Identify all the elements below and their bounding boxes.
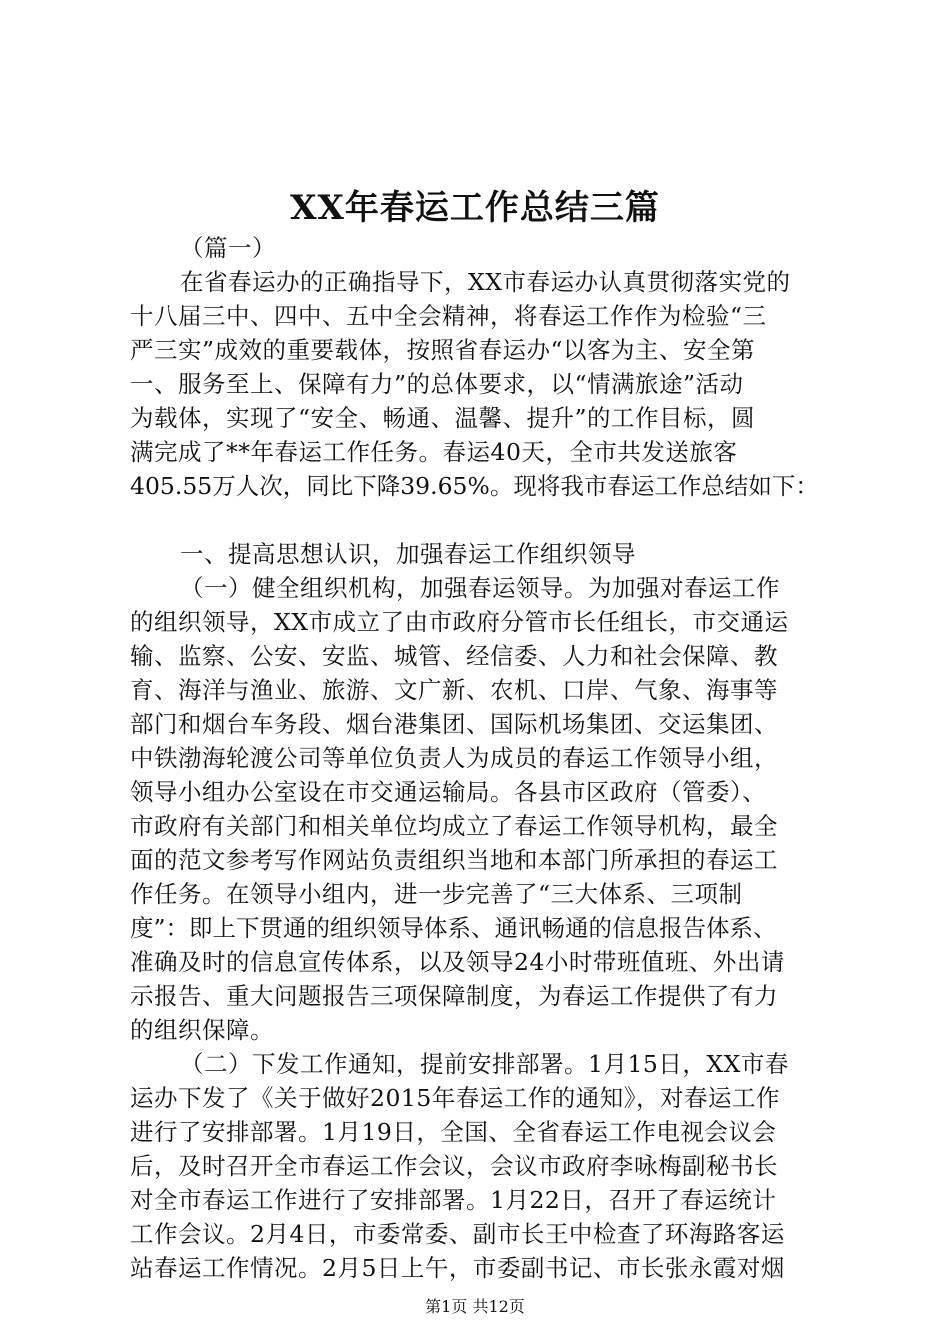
paragraph-line: 育、海洋与渔业、旅游、文广新、农机、口岸、气象、海事等: [130, 676, 778, 704]
paragraph-line: 领导小组办公室设在市交通运输局。各县市区政府（管委）、: [130, 778, 767, 806]
paragraph-line: （二）下发工作通知，提前安排部署。1月15日，XX市春: [180, 1050, 789, 1078]
paragraph-line: 十八届三中、四中、五中全会精神，将春运工作作为检验“三: [130, 302, 767, 330]
paragraph-line: 后，及时召开全市春运工作会议，会议市政府李咏梅副秘书长: [130, 1152, 778, 1180]
page-footer: 第1页 共12页: [425, 1297, 525, 1316]
paragraph-line: 为载体，实现了“安全、畅通、温馨、提升”的工作目标，圆: [130, 404, 756, 432]
paragraph-line: 市政府有关部门和相关单位均成立了春运工作领导机构，最全: [130, 812, 778, 840]
paragraph-line: 进行了安排部署。1月19日，全国、全省春运工作电视会议会: [130, 1118, 777, 1146]
paragraph-line: 中铁渤海轮渡公司等单位负责人为成员的春运工作领导小组，: [130, 744, 778, 772]
paragraph-line: 准确及时的信息宣传体系，以及领导24小时带班值班、外出请: [130, 948, 785, 976]
paragraph-line: 站春运工作情况。2月5日上午，市委副书记、市长张永霞对烟: [130, 1254, 785, 1282]
section-label: （篇一）: [180, 234, 276, 262]
paragraph-line: 的组织保障。: [130, 1016, 274, 1044]
paragraph-line: 对全市春运工作进行了安排部署。1月22日，召开了春运统计: [130, 1186, 777, 1214]
paragraph-line: 运办下发了《关于做好2015年春运工作的通知》，对春运工作: [130, 1084, 781, 1112]
document-title: XX年春运工作总结三篇: [290, 188, 660, 228]
paragraph-line: 405.55万人次，同比下降39.65%。现将我市春运工作总结如下：: [130, 472, 819, 500]
paragraph-line: 示报告、重大问题报告三项保障制度，为春运工作提供了有力: [130, 982, 778, 1010]
paragraph-line: 一、服务至上、保障有力”的总体要求，以“情满旅途”活动: [130, 370, 744, 398]
paragraph-line: 在省春运办的正确指导下，XX市春运办认真贯彻落实党的: [180, 268, 791, 296]
paragraph-line: 部门和烟台车务段、烟台港集团、国际机场集团、交运集团、: [130, 710, 778, 738]
paragraph-line: 度”：即上下贯通的组织领导体系、通讯畅通的信息报告体系、: [130, 914, 777, 942]
paragraph-line: 满完成了**年春运工作任务。春运40天，全市共发送旅客: [130, 438, 738, 466]
paragraph-line: 面的范文参考写作网站负责组织当地和本部门所承担的春运工: [130, 846, 778, 874]
paragraph-line: 的组织领导，XX市成立了由市政府分管市长任组长，市交通运: [130, 608, 789, 636]
paragraph-line: 严三实”成效的重要载体，按照省春运办“以客为主、安全第: [130, 336, 756, 364]
paragraph-line: 输、监察、公安、安监、城管、经信委、人力和社会保障、教: [130, 642, 778, 670]
paragraph-line: 作任务。在领导小组内，进一步完善了“三大体系、三项制: [130, 880, 743, 908]
paragraph-line: （一）健全组织机构，加强春运领导。为加强对春运工作: [180, 574, 780, 602]
paragraph-line: 工作会议。2月4日，市委常委、副市长王中检查了环海路客运: [130, 1220, 785, 1248]
section-heading: 一、提高思想认识，加强春运工作组织领导: [180, 540, 636, 568]
